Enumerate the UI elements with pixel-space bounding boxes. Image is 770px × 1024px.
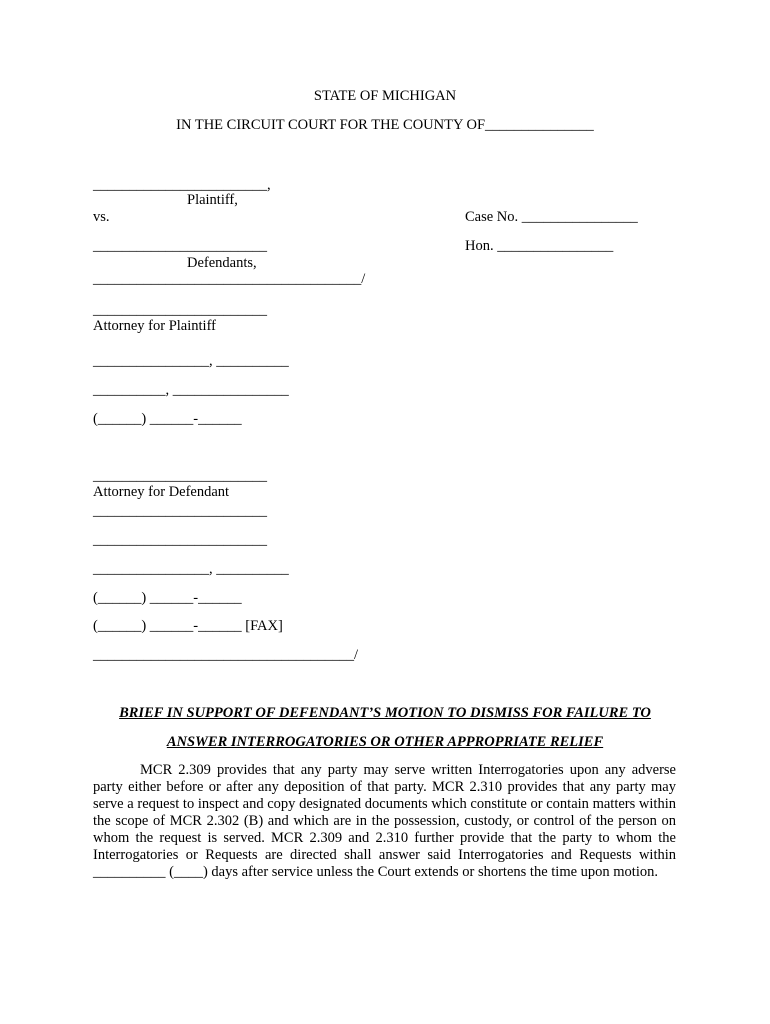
defendant-attorney-fax: (______) ______-______ [FAX] xyxy=(93,618,283,634)
defendant-name-blank: ________________________ xyxy=(93,238,267,254)
plaintiff-attorney-line-1: ________________, __________ xyxy=(93,353,289,369)
plaintiff-name-blank: ________________________, xyxy=(93,177,271,193)
brief-title-line-2: ANSWER INTERROGATORIES OR OTHER APPROPRIATE RELIEF xyxy=(166,734,604,750)
caption-end-line: _____________________________________/ xyxy=(93,271,366,287)
defendant-attorney-address-2: ________________________ xyxy=(93,532,267,548)
judge-blank: Hon. ________________ xyxy=(465,238,614,254)
defendant-attorney-city: ________________, __________ xyxy=(93,561,289,577)
case-number: Case No. ________________ xyxy=(465,209,638,225)
defendant-attorney-address-1: ________________________ xyxy=(93,503,267,519)
brief-title-line-1: BRIEF IN SUPPORT OF DEFENDANT’S MOTION TO DISMISS FOR FAILURE TO xyxy=(119,705,651,721)
plaintiff-attorney-line-2: __________, ________________ xyxy=(93,382,289,398)
defendant-attorney-phone: (______) ______-______ xyxy=(93,590,242,606)
plaintiff-label: Plaintiff, xyxy=(187,192,238,208)
state-heading: STATE OF MICHIGAN xyxy=(313,88,457,104)
plaintiff-attorney-name-blank: ________________________ xyxy=(93,302,267,318)
defendant-attorney-label: Attorney for Defendant xyxy=(93,484,230,500)
court-heading: IN THE CIRCUIT COURT FOR THE COUNTY OF_______________ xyxy=(176,117,594,133)
defendants-label: Defendants, xyxy=(187,255,257,271)
body-paragraph: MCR 2.309 provides that any party may serve written Interrogatories upon any adverse party either before or after any deposition of that party. MCR 2.310 provides that any party may serve a request to inspect and copy designated documents which constitute or contain matters within the scope of MCR 2.302 (B) and which are in the possession, custody, or control of the person on whom the request is served. MCR 2.309 and 2.310 further provide that the party to whom the Interrogatories or Requests are directed shall answer said Interrogatories and Requests within __________ (____) days after service unless the Court extends or shortens the time upon motion. xyxy=(93,762,676,880)
versus-label: vs. xyxy=(93,209,110,225)
defendant-attorney-end-line: ____________________________________/ xyxy=(93,647,359,663)
plaintiff-attorney-label: Attorney for Plaintiff xyxy=(93,318,216,334)
defendant-attorney-name-blank: ________________________ xyxy=(93,468,267,484)
plaintiff-attorney-phone: (______) ______-______ xyxy=(93,411,242,427)
